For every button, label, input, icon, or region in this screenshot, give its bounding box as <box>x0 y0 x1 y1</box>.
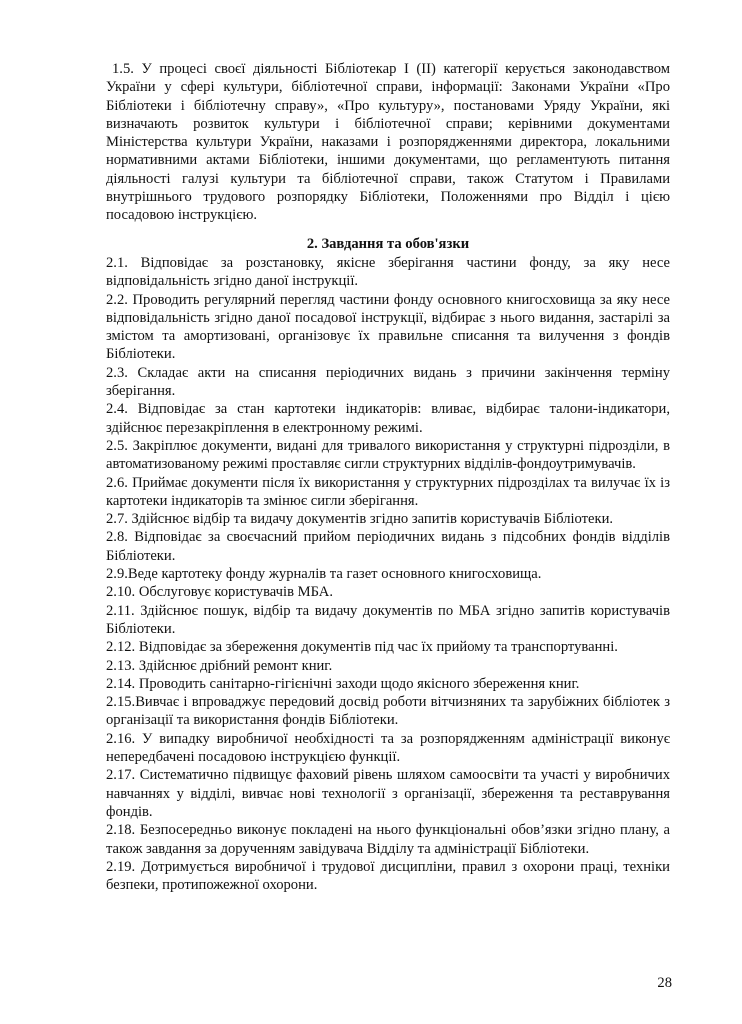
list-item-2-13: 2.13. Здійснює дрібний ремонт книг. <box>106 657 333 674</box>
list-item-2-1: 2.1. Відповідає за розстановку, якісне зберігання частини фонду, за яку несе відповідальність згідно даної інструкції. <box>106 255 670 290</box>
list-item-2-12: 2.12. Відповідає за збереження документів під час їх прийому та транспортуванні. <box>106 639 618 656</box>
list-item-2-5: 2.5. Закріплює документи, видані для тривалого використання у структурні підрозділи, в автоматизованому режимі проставляє сигли структурних відділів-фондоутримувачів. <box>106 437 670 473</box>
list-item-2-10: 2.10. Обслуговує користувачів МБА. <box>106 584 333 601</box>
list-item-2-16: 2.16. У випадку виробничої необхідності та за розпорядженням адміністрації виконує непередбачені посадовою інструкцією функції. <box>106 730 670 766</box>
intro-paragraph: 1.5. У процесі своєї діяльності Бібліотекар І (ІІ) категорії керується законодавством України у сфері культури, бібліотечної справи, інформації: Законами України «Про Бібліотеки і бібліотечну справу», «Про культуру», постановами Уряду України, які визначають розвиток культури і бібліотечної справи; керівними документами Міністерства культури України, наказами і розпорядженнями директора, локальними нормативними актами Бібліотеки, іншими документами, що регламентують питання діяльності галузі культури та бібліотечної справи, також Статутом і Правилами внутрішнього трудового розпорядку Бібліотеки, Положеннями про Відділ і цією посадовою інструкцією. <box>106 61 670 224</box>
list-item-2-8: 2.8. Відповідає за своєчасний прийом періодичних видань з підсобних фондів відділів Бібліотеки. <box>106 529 670 564</box>
list-item-2-15: 2.15.Вивчає і впроваджує передовий досвід роботи вітчизняних та зарубіжних бібліотек з організації та використання фондів Бібліотеки. <box>106 694 670 729</box>
list-item-2-6: 2.6. Приймає документи після їх використання у структурних підрозділах та вилучає їх із картотеки індикаторів та змінює сигли зберігання. <box>106 474 670 509</box>
list-item-2-7: 2.7. Здійснює відбір та видачу документів згідно запитів користувачів Бібліотеки. <box>106 511 614 528</box>
list-item-2-4: 2.4. Відповідає за стан картотеки індикаторів: вливає, відбирає талони-індикатори, здійснює перезакріплення в електронному режимі. <box>106 401 670 436</box>
list-item-2-11: 2.11. Здійснює пошук, відбір та видачу документів по МБА згідно запитів користувачів Бібліотеки. <box>106 602 670 637</box>
list-item-2-18: 2.18. Безпосередньо виконує покладені на нього функціональні обов’язки згідно плану, а також завдання за дорученням завідувача Відділу та адміністрації Бібліотеки. <box>106 822 670 857</box>
section-heading: 2. Завдання та обов'язки <box>306 236 470 252</box>
list-item-2-2: 2.2. Проводить регулярний перегляд частини фонду основного книгосховища за яку несе відповідальність згідно даної посадової інструкції, відбирає з нього видання, застарілі за змістом та амортизовані, організовує їх правильне списання та вилучення з фондів Бібліотеки. <box>106 291 670 363</box>
duties-list <box>106 254 670 894</box>
list-item-2-17: 2.17. Систематично підвищує фаховий рівень шляхом самоосвіти та участі у виробничих навчаннях у відділі, вивчає нові технології з організації, збереження та реставрування фондів. <box>106 767 670 820</box>
list-item-2-3: 2.3. Складає акти на списання періодичних видань з причини закінчення терміну зберігання. <box>106 364 670 400</box>
list-item-2-19: 2.19. Дотримується виробничої і трудової дисципліни, правил з охорони праці, техніки безпеки, протипожежної охорони. <box>106 858 670 894</box>
list-item-2-14: 2.14. Проводить санітарно-гігієнічні заходи щодо якісного збереження книг. <box>106 675 580 692</box>
list-item-2-9: 2.9.Веде картотеку фонду журналів та газет основного книгосховища. <box>106 566 542 583</box>
page-number: 28 <box>657 975 672 991</box>
